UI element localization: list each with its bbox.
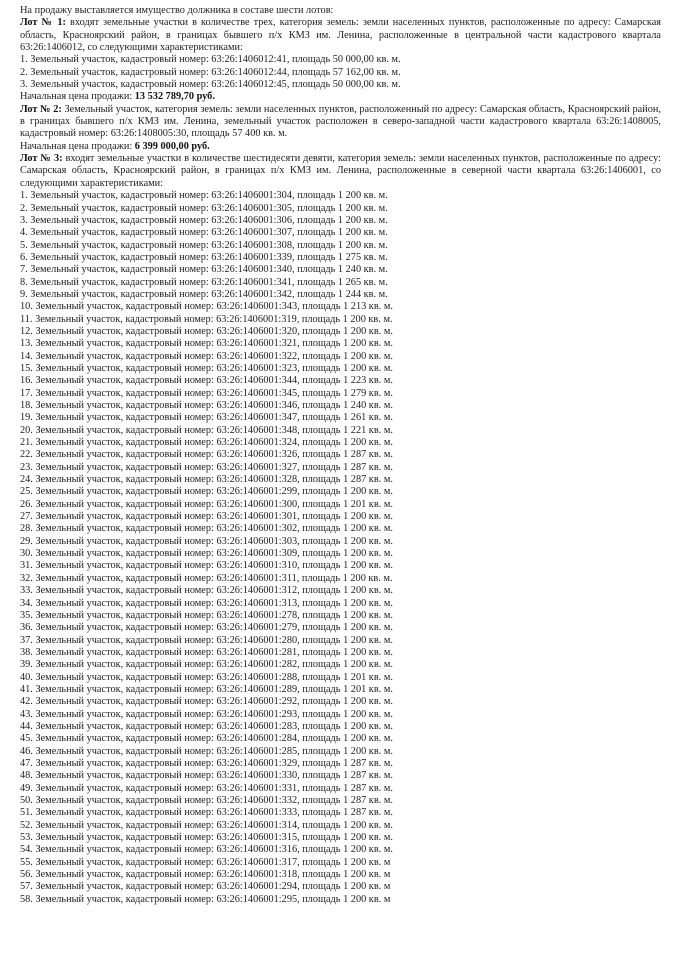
list-item: 37. Земельный участок, кадастровый номер: 63:26:1406001:280, площадь 1 200 кв. м.: [20, 634, 393, 646]
list-item: 1. Земельный участок, кадастровый номер: 63:26:1406012:41, площадь 50 000,00 кв. м.: [20, 54, 401, 66]
list-item: 1. Земельный участок, кадастровый номер: 63:26:1406001:304, площадь 1 200 кв. м.: [20, 190, 388, 202]
list-item: 27. Земельный участок, кадастровый номер: 63:26:1406001:301, площадь 1 200 кв. м.: [20, 511, 393, 523]
list-item: 53. Земельный участок, кадастровый номер: 63:26:1406001:315, площадь 1 200 кв. м.: [20, 832, 393, 844]
list-item: 2. Земельный участок, кадастровый номер: 63:26:1406012:44, площадь 57 162,00 кв. м.: [20, 66, 401, 78]
list-item: 45. Земельный участок, кадастровый номер: 63:26:1406001:284, площадь 1 200 кв. м.: [20, 733, 393, 745]
list-item: 55. Земельный участок, кадастровый номер: 63:26:1406001:317, площадь 1 200 кв. м: [20, 856, 391, 868]
list-item: 6. Земельный участок, кадастровый номер: 63:26:1406001:339, площадь 1 275 кв. м.: [20, 251, 388, 263]
list-item: 56. Земельный участок, кадастровый номер: 63:26:1406001:318, площадь 1 200 кв. м: [20, 869, 391, 881]
list-item: 48. Земельный участок, кадастровый номер: 63:26:1406001:330, площадь 1 287 кв. м.: [20, 770, 393, 782]
lot1-price-label: Начальная цена продажи:: [20, 91, 135, 103]
intro-text: На продажу выставляется имущество должника в составе шести лотов:: [20, 5, 334, 16]
list-item: 15. Земельный участок, кадастровый номер: 63:26:1406001:323, площадь 1 200 кв. м.: [20, 362, 393, 374]
list-item: 57. Земельный участок, кадастровый номер: 63:26:1406001:294, площадь 1 200 кв. м: [20, 881, 391, 893]
lot1-text: входят земельные участки в количестве трех, категория земель: земли населенных пунктов, расположенные по адресу: Самарская область, Красноярский район, в границах бывшего п/х КМЗ им. Ленина, расположенные в центральной части кадастрового квартала 63:26:1406012, со следующими характеристиками:: [20, 17, 661, 54]
list-item: 26. Земельный участок, кадастровый номер: 63:26:1406001:300, площадь 1 201 кв. м.: [20, 498, 393, 510]
lot2-price-label: Начальная цена продажи:: [20, 140, 135, 152]
list-item: 42. Земельный участок, кадастровый номер: 63:26:1406001:292, площадь 1 200 кв. м.: [20, 696, 393, 708]
lot3-description: [20, 153, 661, 190]
list-item: 13. Земельный участок, кадастровый номер: 63:26:1406001:321, площадь 1 200 кв. м.: [20, 338, 393, 350]
lot3-label: Лот № 3:: [20, 153, 63, 165]
list-item: 39. Земельный участок, кадастровый номер: 63:26:1406001:282, площадь 1 200 кв. м.: [20, 659, 393, 671]
list-item: 33. Земельный участок, кадастровый номер: 63:26:1406001:312, площадь 1 200 кв. м.: [20, 585, 393, 597]
list-item: 3. Земельный участок, кадастровый номер: 63:26:1406012:45, площадь 50 000,00 кв. м.: [20, 79, 401, 91]
list-item: 4. Земельный участок, кадастровый номер: 63:26:1406001:307, площадь 1 200 кв. м.: [20, 227, 388, 239]
lot3-items-list: [20, 190, 661, 906]
list-item: 16. Земельный участок, кадастровый номер: 63:26:1406001:344, площадь 1 223 кв. м.: [20, 375, 393, 387]
list-item: 14. Земельный участок, кадастровый номер: 63:26:1406001:322, площадь 1 200 кв. м.: [20, 350, 393, 362]
lot1-price-value: 13 532 789,70 руб.: [134, 91, 215, 103]
list-item: 28. Земельный участок, кадастровый номер: 63:26:1406001:302, площадь 1 200 кв. м.: [20, 523, 393, 535]
list-item: 58. Земельный участок, кадастровый номер: 63:26:1406001:295, площадь 1 200 кв. м: [20, 893, 391, 905]
lot2-price: [20, 141, 661, 153]
lot1-description: [20, 17, 661, 54]
list-item: 7. Земельный участок, кадастровый номер: 63:26:1406001:340, площадь 1 240 кв. м.: [20, 264, 388, 276]
lot2-label: Лот № 2:: [20, 103, 62, 115]
list-item: 47. Земельный участок, кадастровый номер: 63:26:1406001:329, площадь 1 287 кв. м.: [20, 757, 393, 769]
list-item: 30. Земельный участок, кадастровый номер: 63:26:1406001:309, площадь 1 200 кв. м.: [20, 548, 393, 560]
list-item: 5. Земельный участок, кадастровый номер: 63:26:1406001:308, площадь 1 200 кв. м.: [20, 239, 388, 251]
lot2-text: Земельный участок, категория земель: земли населенных пунктов, расположенный по адресу: Самарская область, Красноярский район, в границах бывшего п/х КМЗ им. Ленина, земельный участок расположен в северо-западной части кадастрового квартала 63:26:1408005, кадастровый номер: 63:26:1408005:30, площадь 57 400 кв. м.: [20, 103, 661, 140]
list-item: 23. Земельный участок, кадастровый номер: 63:26:1406001:327, площадь 1 287 кв. м.: [20, 461, 393, 473]
list-item: 21. Земельный участок, кадастровый номер: 63:26:1406001:324, площадь 1 200 кв. м.: [20, 437, 393, 449]
lot3-text: входят земельные участки в количестве шестидесяти девяти, категория земель: земли населенных пунктов, расположенные по адресу: Самарская область, Красноярский район, в границах п/х КМЗ им. Ленина, расположенные в северной части квартала 63:26:1406001, со следующими характеристиками:: [20, 153, 661, 189]
list-item: 41. Земельный участок, кадастровый номер: 63:26:1406001:289, площадь 1 201 кв. м.: [20, 683, 393, 695]
list-item: 35. Земельный участок, кадастровый номер: 63:26:1406001:278, площадь 1 200 кв. м.: [20, 609, 393, 621]
document-body: [20, 5, 661, 906]
lot2-description: [20, 104, 661, 141]
list-item: 22. Земельный участок, кадастровый номер: 63:26:1406001:326, площадь 1 287 кв. м.: [20, 449, 393, 461]
lot1-items-list: [20, 54, 661, 91]
list-item: 20. Земельный участок, кадастровый номер: 63:26:1406001:348, площадь 1 221 кв. м.: [20, 424, 393, 436]
list-item: 52. Земельный участок, кадастровый номер: 63:26:1406001:314, площадь 1 200 кв. м.: [20, 819, 393, 831]
list-item: 9. Земельный участок, кадастровый номер: 63:26:1406001:342, площадь 1 244 кв. м.: [20, 288, 388, 300]
list-item: 11. Земельный участок, кадастровый номер: 63:26:1406001:319, площадь 1 200 кв. м.: [20, 313, 393, 325]
list-item: 54. Земельный участок, кадастровый номер: 63:26:1406001:316, площадь 1 200 кв. м.: [20, 844, 393, 856]
list-item: 10. Земельный участок, кадастровый номер: 63:26:1406001:343, площадь 1 213 кв. м.: [20, 301, 393, 313]
list-item: 18. Земельный участок, кадастровый номер: 63:26:1406001:346, площадь 1 240 кв. м.: [20, 400, 393, 411]
lot2-price-value: 6 399 000,00 руб.: [134, 140, 210, 152]
lot1-price: [20, 91, 661, 103]
list-item: 2. Земельный участок, кадастровый номер: 63:26:1406001:305, площадь 1 200 кв. м.: [20, 202, 388, 214]
list-item: 50. Земельный участок, кадастровый номер: 63:26:1406001:332, площадь 1 287 кв. м.: [20, 795, 393, 806]
list-item: 44. Земельный участок, кадастровый номер: 63:26:1406001:283, площадь 1 200 кв. м.: [20, 720, 393, 732]
list-item: 49. Земельный участок, кадастровый номер: 63:26:1406001:331, площадь 1 287 кв. м.: [20, 782, 393, 794]
list-item: 34. Земельный участок, кадастровый номер: 63:26:1406001:313, площадь 1 200 кв. м.: [20, 597, 393, 609]
list-item: 19. Земельный участок, кадастровый номер: 63:26:1406001:347, площадь 1 261 кв. м.: [20, 412, 393, 424]
list-item: 29. Земельный участок, кадастровый номер: 63:26:1406001:303, площадь 1 200 кв. м.: [20, 535, 393, 547]
list-item: 3. Земельный участок, кадастровый номер: 63:26:1406001:306, площадь 1 200 кв. м.: [20, 214, 388, 226]
list-item: 8. Земельный участок, кадастровый номер: 63:26:1406001:341, площадь 1 265 кв. м.: [20, 276, 388, 288]
list-item: 38. Земельный участок, кадастровый номер: 63:26:1406001:281, площадь 1 200 кв. м.: [20, 646, 393, 658]
list-item: 17. Земельный участок, кадастровый номер: 63:26:1406001:345, площадь 1 279 кв. м.: [20, 387, 393, 399]
list-item: 43. Земельный участок, кадастровый номер: 63:26:1406001:293, площадь 1 200 кв. м.: [20, 708, 393, 720]
list-item: 36. Земельный участок, кадастровый номер: 63:26:1406001:279, площадь 1 200 кв. м.: [20, 622, 393, 634]
list-item: 32. Земельный участок, кадастровый номер: 63:26:1406001:311, площадь 1 200 кв. м.: [20, 572, 393, 584]
list-item: 25. Земельный участок, кадастровый номер: 63:26:1406001:299, площадь 1 200 кв. м.: [20, 486, 393, 498]
list-item: 31. Земельный участок, кадастровый номер: 63:26:1406001:310, площадь 1 200 кв. м.: [20, 560, 393, 572]
list-item: 24. Земельный участок, кадастровый номер: 63:26:1406001:328, площадь 1 287 кв. м.: [20, 474, 393, 486]
list-item: 46. Земельный участок, кадастровый номер: 63:26:1406001:285, площадь 1 200 кв. м.: [20, 745, 393, 757]
list-item: 12. Земельный участок, кадастровый номер: 63:26:1406001:320, площадь 1 200 кв. м.: [20, 325, 393, 337]
list-item: 51. Земельный участок, кадастровый номер: 63:26:1406001:333, площадь 1 287 кв. м.: [20, 807, 393, 819]
lot1-label: Лот № 1:: [20, 17, 66, 29]
list-item: 40. Земельный участок, кадастровый номер: 63:26:1406001:288, площадь 1 201 кв. м.: [20, 671, 393, 683]
